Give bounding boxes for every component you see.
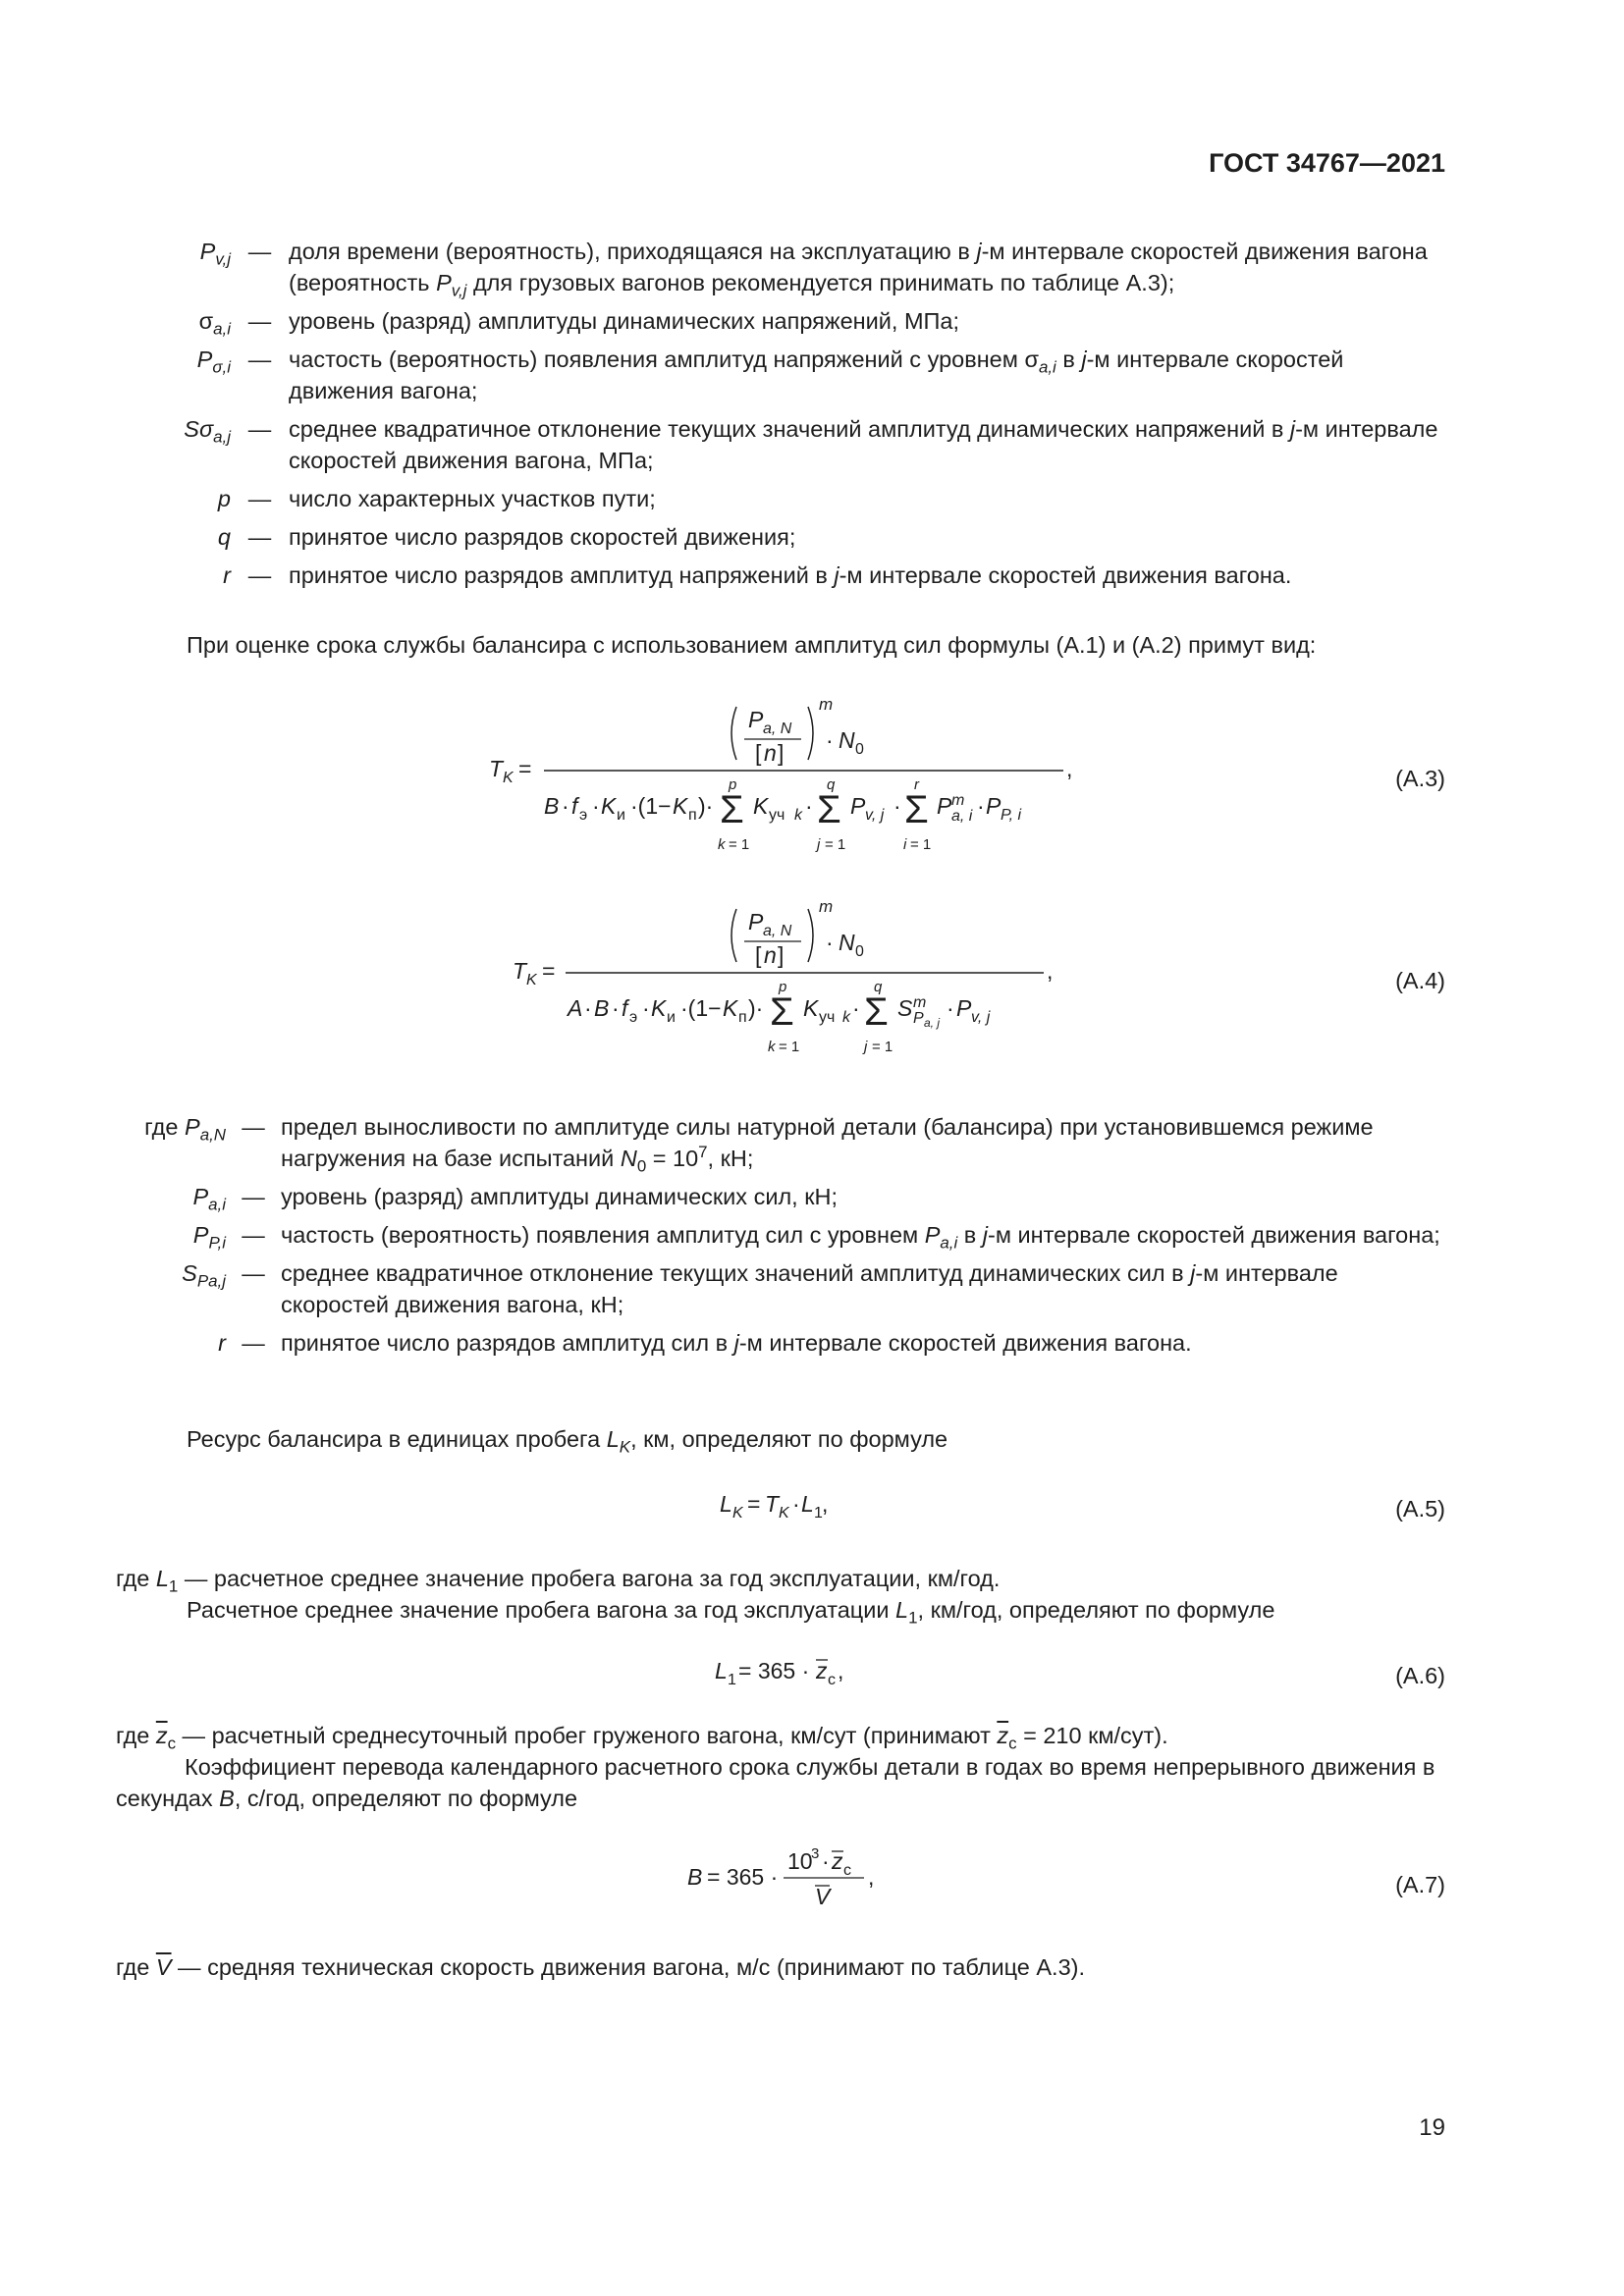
svg-text:=: = bbox=[747, 1491, 761, 1517]
svg-text:= 1: = 1 bbox=[779, 1039, 800, 1055]
svg-text:·: · bbox=[642, 995, 650, 1021]
svg-text:уч: уч bbox=[819, 1009, 836, 1026]
def-q: q — принятое число разрядов скоростей движения; bbox=[217, 524, 796, 550]
svg-text:3: 3 bbox=[811, 1845, 820, 1862]
svg-text:B: B bbox=[594, 995, 610, 1021]
svg-text:K: K bbox=[526, 972, 537, 988]
svg-text:·: · bbox=[822, 1848, 830, 1874]
svg-text:c: c bbox=[828, 1672, 836, 1688]
svg-text:)·: )· bbox=[698, 793, 714, 819]
svg-text:и: и bbox=[667, 1009, 676, 1026]
svg-text:·(1−: ·(1− bbox=[680, 995, 722, 1021]
svg-text:= 365 ·: = 365 · bbox=[707, 1864, 779, 1890]
svg-text:f: f bbox=[571, 793, 578, 819]
def-r2: r — принятое число разрядов амплитуд сил в j-м интервале скоростей движения вагона. bbox=[218, 1330, 1192, 1356]
svg-text:,: , bbox=[822, 1491, 829, 1517]
svg-text:K: K bbox=[723, 995, 738, 1021]
formula-A3 bbox=[471, 692, 1080, 869]
svg-text:,: , bbox=[1047, 958, 1054, 984]
svg-text:K: K bbox=[732, 1505, 743, 1522]
svg-text:= 1: = 1 bbox=[729, 836, 750, 853]
svg-text:Σ: Σ bbox=[864, 990, 889, 1034]
svg-text:·: · bbox=[977, 793, 985, 819]
svg-text:,: , bbox=[1066, 756, 1073, 781]
svg-text:L: L bbox=[801, 1491, 814, 1517]
svg-text:f: f bbox=[622, 995, 628, 1021]
svg-text:= 1: = 1 bbox=[910, 836, 932, 853]
svg-text:K: K bbox=[673, 793, 688, 819]
svg-text:v, j: v, j bbox=[865, 807, 885, 824]
svg-text:0: 0 bbox=[855, 741, 864, 758]
formula-A5 bbox=[712, 1482, 869, 1525]
svg-text:]: ] bbox=[778, 740, 785, 766]
svg-text:Σ: Σ bbox=[817, 788, 841, 831]
svg-text:n: n bbox=[764, 740, 777, 766]
svg-text:,: , bbox=[838, 1658, 844, 1683]
svg-text:·: · bbox=[893, 793, 901, 819]
svg-text:c: c bbox=[843, 1862, 851, 1879]
V-where: где $\overline{V}$ — средняя техническая скорость движения вагона, м/с (принимают по таблице А.3). bbox=[116, 1954, 1085, 1980]
svg-text:P: P bbox=[937, 793, 952, 819]
svg-text:·: · bbox=[826, 727, 834, 753]
svg-text:1: 1 bbox=[814, 1505, 823, 1522]
svg-text:= 1: = 1 bbox=[825, 836, 846, 853]
svg-text:j: j bbox=[817, 836, 821, 853]
svg-text:=: = bbox=[518, 756, 532, 781]
svg-text:p: p bbox=[779, 979, 787, 995]
svg-text:= 365 ·: = 365 · bbox=[738, 1658, 810, 1683]
svg-text:0: 0 bbox=[855, 943, 864, 960]
B-paragraph: Коэффициент перевода календарного расчетного срока службы детали в годах во время непрерывного движения в секундах B, с/год, определяют по формуле bbox=[116, 1754, 1435, 1811]
svg-text:a, i: a, i bbox=[951, 808, 973, 825]
L1-calc-paragraph: Расчетное среднее значение пробега вагона за год эксплуатации $L_1$, км/год, определяют по формуле bbox=[187, 1597, 1275, 1628]
svg-text:K: K bbox=[803, 995, 819, 1021]
svg-text:·(1−: ·(1− bbox=[630, 793, 672, 819]
svg-text:P: P bbox=[850, 793, 866, 819]
def-SPaj: $S_{Pa,j}$ — среднее квадратичное отклонение текущих значений амплитуд динамических сил в j-м интервале скоростей движения вагона, кН; bbox=[182, 1260, 1338, 1317]
svg-text:T: T bbox=[765, 1491, 780, 1517]
svg-text:[: [ bbox=[755, 942, 762, 968]
svg-text:·: · bbox=[584, 995, 592, 1021]
svg-text:·: · bbox=[805, 793, 813, 819]
svg-text:N: N bbox=[839, 727, 855, 753]
svg-text:a, j: a, j bbox=[924, 1016, 941, 1030]
svg-text:)·: )· bbox=[748, 995, 764, 1021]
svg-text:P: P bbox=[956, 995, 972, 1021]
svg-text:= 1: = 1 bbox=[872, 1039, 893, 1055]
svg-text:·: · bbox=[852, 995, 860, 1021]
svg-text:K: K bbox=[753, 793, 769, 819]
svg-text:[: [ bbox=[755, 740, 762, 766]
svg-text:r: r bbox=[914, 776, 919, 793]
svg-text:k: k bbox=[842, 1009, 850, 1026]
svg-text:m: m bbox=[819, 897, 834, 916]
svg-text:P: P bbox=[748, 909, 764, 934]
svg-text:,: , bbox=[868, 1864, 875, 1890]
svg-text:P: P bbox=[986, 793, 1001, 819]
svg-text:1: 1 bbox=[728, 1672, 736, 1688]
eq-number-A6: (А.6) bbox=[1395, 1663, 1445, 1688]
page-number: 19 bbox=[1419, 2114, 1445, 2141]
formula-A7 bbox=[677, 1836, 903, 1914]
svg-text:p: p bbox=[729, 776, 737, 793]
L1-where: где $L_1$ — расчетное среднее значение пробега вагона за год эксплуатации, км/год. bbox=[116, 1566, 1001, 1596]
def-PPi: $P_{P,i}$ — частость (вероятность) появления амплитуд сил с уровнем $P_{a,i}$ в j-м интервале скоростей движения вагона; bbox=[192, 1222, 1440, 1253]
svg-text:m: m bbox=[819, 695, 834, 714]
svg-text:k: k bbox=[794, 807, 802, 824]
def-P-sigma-i: $P_{\sigma,i}$ — частость (вероятность) появления амплитуд напряжений с уровнем $\sigma_{a,i}$ в j-м интервале скоростей движения вагона; bbox=[196, 347, 1344, 403]
svg-text:V: V bbox=[815, 1884, 831, 1909]
svg-text:L: L bbox=[720, 1491, 732, 1517]
svg-text:K: K bbox=[503, 770, 514, 786]
svg-text:P, i: P, i bbox=[1001, 807, 1022, 824]
svg-text:п: п bbox=[738, 1009, 747, 1026]
svg-text:m: m bbox=[951, 792, 965, 809]
eq-number-A5: (А.5) bbox=[1395, 1496, 1445, 1522]
def-Pai: $P_{a,i}$ — уровень (разряд) амплитуды динамических сил, кН; bbox=[192, 1184, 839, 1214]
svg-text:k: k bbox=[768, 1039, 776, 1055]
svg-text:z: z bbox=[832, 1848, 843, 1874]
svg-text:v, j: v, j bbox=[971, 1009, 991, 1026]
document-code: ГОСТ 34767—2021 bbox=[1209, 148, 1445, 178]
svg-text:N: N bbox=[839, 930, 855, 955]
svg-text:=: = bbox=[542, 958, 556, 984]
def-S-sigma-aj: $S\sigma_{a,j}$ — среднее квадратичное отклонение текущих значений амплитуд динамических напряжений в j-м интервале скоростей движения вагона, МПа; bbox=[184, 416, 1438, 473]
svg-text:]: ] bbox=[778, 942, 785, 968]
svg-text:э: э bbox=[579, 807, 588, 824]
resource-paragraph: Ресурс балансира в единицах пробега $L_K$, км, определяют по формуле bbox=[187, 1426, 948, 1457]
svg-text:Σ: Σ bbox=[720, 788, 744, 831]
formula-A4 bbox=[481, 894, 1070, 1071]
svg-text:·: · bbox=[826, 930, 834, 955]
svg-text:уч: уч bbox=[769, 807, 785, 824]
definitions-list-1 bbox=[137, 236, 1443, 598]
svg-text:·: · bbox=[792, 1491, 800, 1517]
svg-text:·: · bbox=[592, 793, 600, 819]
svg-text:n: n bbox=[764, 942, 777, 968]
intro-paragraph: При оценке срока службы балансира с использованием амплитуд сил формулы (А.1) и (А.2) примут вид: bbox=[187, 632, 1317, 658]
svg-text:э: э bbox=[629, 1009, 638, 1026]
svg-text:A: A bbox=[568, 995, 583, 1021]
svg-text:T: T bbox=[513, 958, 527, 984]
svg-text:K: K bbox=[779, 1505, 789, 1522]
svg-text:·: · bbox=[947, 995, 954, 1021]
eq-number-A7: (А.7) bbox=[1395, 1872, 1445, 1897]
svg-text:10: 10 bbox=[787, 1848, 813, 1874]
svg-text:п: п bbox=[688, 807, 697, 824]
svg-text:T: T bbox=[489, 756, 504, 781]
definitions-list-2 bbox=[120, 1111, 1445, 1365]
formula-A6 bbox=[707, 1647, 884, 1692]
svg-text:i: i bbox=[903, 836, 907, 853]
svg-text:·: · bbox=[612, 995, 620, 1021]
eq-number-A3: (А.3) bbox=[1395, 766, 1445, 791]
svg-text:Σ: Σ bbox=[770, 990, 794, 1034]
svg-text:k: k bbox=[718, 836, 726, 853]
eq-number-A4: (А.4) bbox=[1395, 968, 1445, 993]
svg-text:Σ: Σ bbox=[904, 788, 929, 831]
svg-text:P: P bbox=[913, 1010, 924, 1027]
svg-text:S: S bbox=[897, 995, 913, 1021]
svg-text:P: P bbox=[748, 707, 764, 732]
svg-text:a, N: a, N bbox=[763, 923, 792, 939]
def-sigma-ai: $\sigma_{a,i}$ — уровень (разряд) амплитуды динамических напряжений, МПа; bbox=[198, 308, 960, 339]
svg-text:q: q bbox=[827, 776, 836, 793]
svg-text:и: и bbox=[617, 807, 625, 824]
svg-text:L: L bbox=[715, 1658, 728, 1683]
svg-text:K: K bbox=[601, 793, 617, 819]
svg-text:K: K bbox=[651, 995, 667, 1021]
svg-text:z: z bbox=[816, 1658, 828, 1683]
svg-text:B: B bbox=[687, 1864, 703, 1890]
def-p: p — число характерных участков пути; bbox=[217, 486, 656, 511]
svg-text:j: j bbox=[864, 1039, 868, 1055]
def-r: r — принятое число разрядов амплитуд напряжений в j-м интервале скоростей движения вагона. bbox=[223, 562, 1292, 588]
def-Pvj: $P_{v,j}$ — доля времени (вероятность), приходящаяся на эксплуатацию в j-м интервале скоростей движения вагона (вероятность $P_{v,j}$ для грузовых вагонов рекомендуется принимать по таблице А.3); bbox=[199, 239, 1428, 300]
svg-text:·: · bbox=[562, 793, 569, 819]
svg-text:q: q bbox=[874, 979, 883, 995]
svg-text:B: B bbox=[544, 793, 560, 819]
zc-where: где $\overline{z}_c$ — расчетный среднесуточный пробег груженого вагона, км/сут (принимают $\overline{z}_c = 210$ км/сут). bbox=[116, 1723, 1168, 1753]
def-PaN: где $P_{a,N}$ — предел выносливости по амплитуде силы натурной детали (балансира) при установившемся режиме нагружения на базе испытаний $N_0 = 10^7$, кН; bbox=[144, 1114, 1374, 1176]
svg-text:m: m bbox=[913, 994, 927, 1011]
svg-text:a, N: a, N bbox=[763, 721, 792, 737]
